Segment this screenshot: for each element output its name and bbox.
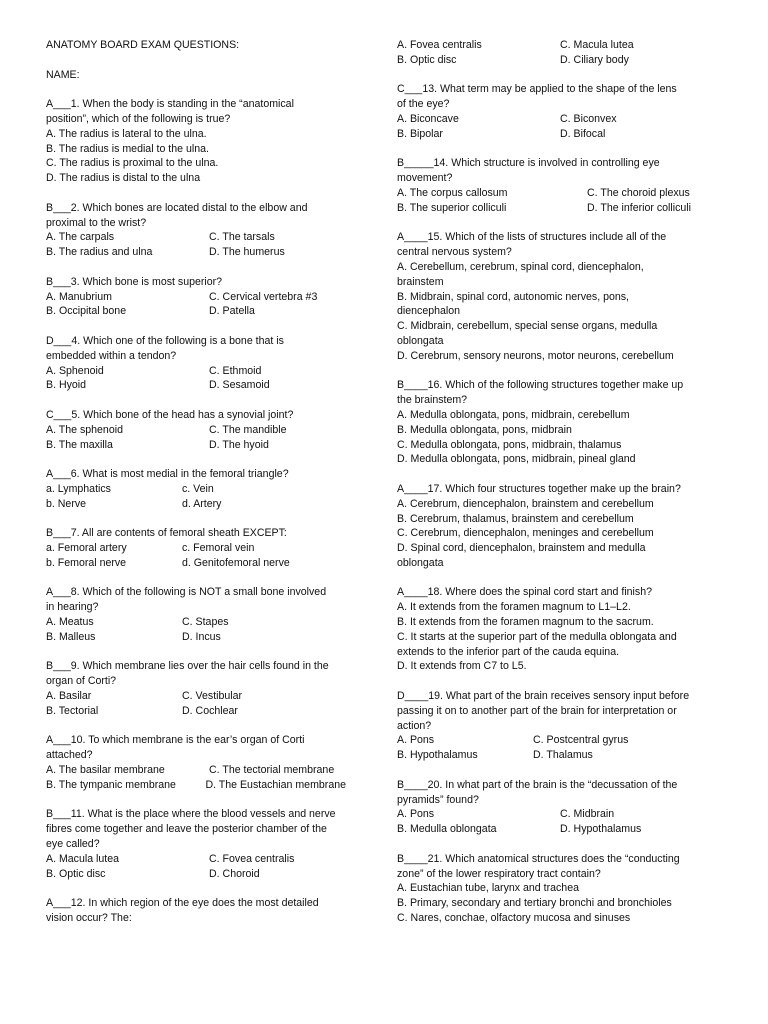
- answer-option: D. The radius is distal to the ulna: [46, 172, 201, 185]
- question-text: in hearing?: [46, 601, 99, 614]
- answer-option: d. Genitofemoral nerve: [182, 556, 290, 569]
- answer-option: A. Basilar: [46, 690, 92, 703]
- question-text: B___7. All are contents of femoral sheath EXCEPT:: [46, 527, 287, 540]
- answer-option: C. Fovea centralis: [209, 852, 295, 865]
- page-title: ANATOMY BOARD EXAM QUESTIONS:: [46, 39, 240, 51]
- answer-option: C. The mandible: [209, 423, 287, 436]
- answer-option: C. The radius is proximal to the ulna.: [46, 157, 219, 170]
- answer-option: c. Femoral vein: [182, 542, 255, 555]
- answer-option: A. Cerebellum, cerebrum, spinal cord, diencephalon,: [397, 260, 644, 273]
- answer-option: A. Sphenoid: [46, 364, 104, 377]
- answer-option: B. The tympanic membrane: [46, 778, 176, 791]
- answer-option: oblongata: [397, 334, 444, 347]
- question-16: [397, 378, 727, 467]
- question-text: A___12. In which region of the eye does the most detailed: [46, 897, 319, 910]
- question-2: [46, 201, 346, 260]
- question-text: embedded within a tendon?: [46, 349, 177, 362]
- answer-option: D. Hypothalamus: [560, 823, 642, 836]
- answer-option: D. Spinal cord, diencephalon, brainstem and medulla: [397, 542, 646, 555]
- answer-option: B. Optic disc: [46, 867, 106, 880]
- answer-option: D. The hyoid: [209, 438, 269, 451]
- answer-option: B. The maxilla: [46, 438, 113, 451]
- answer-option: C. Midbrain, cerebellum, special sense organs, medulla: [397, 320, 658, 333]
- question-text: C___13. What term may be applied to the shape of the lens: [397, 83, 677, 96]
- question-text: attached?: [46, 749, 93, 762]
- question-text: D____19. What part of the brain receives sensory input before: [397, 690, 690, 703]
- answer-option: C. Midbrain: [560, 808, 615, 821]
- answer-option: D. Thalamus: [533, 749, 593, 762]
- question-15: [397, 230, 727, 363]
- question-3: [46, 275, 346, 319]
- question-text: the brainstem?: [397, 394, 468, 407]
- answer-option: D. The inferior colliculi: [587, 201, 692, 214]
- question-14: [397, 156, 727, 215]
- answer-option: D. Medulla oblongata, pons, midbrain, pineal gland: [397, 453, 636, 466]
- question-text: A___1. When the body is standing in the “anatomical: [46, 98, 294, 111]
- question-text: action?: [397, 719, 432, 732]
- answer-option: C. Cervical vertebra #3: [209, 290, 318, 303]
- answer-option: B. It extends from the foramen magnum to the sacrum.: [397, 616, 654, 629]
- answer-option: B. Medulla oblongata: [397, 823, 497, 836]
- answer-option: A. The sphenoid: [46, 423, 123, 436]
- question-19: [397, 689, 727, 763]
- question-8: [46, 585, 346, 644]
- answer-option: B. Bipolar: [397, 127, 443, 140]
- answer-option: b. Femoral nerve: [46, 556, 127, 569]
- answer-option: oblongata: [397, 556, 444, 569]
- question-text: A___8. Which of the following is NOT a small bone involved: [46, 586, 327, 599]
- answer-option: B. Hypothalamus: [397, 749, 478, 762]
- question-20: [397, 778, 727, 837]
- answer-option: A. The corpus callosum: [397, 186, 508, 199]
- answer-option: B. Malleus: [46, 630, 96, 643]
- question-text: A___10. To which membrane is the ear’s organ of Corti: [46, 734, 305, 747]
- answer-option: A. The basilar membrane: [46, 764, 165, 777]
- answer-option: A. Pons: [397, 808, 435, 821]
- answer-option: C. Cerebrum, diencephalon, meninges and cerebellum: [397, 527, 654, 540]
- question-17: [397, 482, 727, 571]
- answer-option: C. Postcentral gyrus: [533, 734, 629, 747]
- answer-option: C. The tectorial membrane: [209, 764, 335, 777]
- answer-option: A. Eustachian tube, larynx and trachea: [397, 882, 579, 895]
- answer-option: B. The radius is medial to the ulna.: [46, 142, 209, 155]
- question-text: B___2. Which bones are located distal to the elbow and: [46, 201, 308, 214]
- answer-option: C. Stapes: [182, 616, 229, 629]
- answer-option: C. Macula lutea: [560, 39, 634, 51]
- question-text: fibres come together and leave the posterior chamber of the: [46, 823, 327, 836]
- question-text: of the eye?: [397, 98, 450, 111]
- question-text: A____17. Which four structures together make up the brain?: [397, 482, 681, 495]
- answer-option: D. The humerus: [209, 246, 285, 259]
- answer-option: A. Macula lutea: [46, 852, 120, 865]
- answer-option: D. Bifocal: [560, 127, 606, 140]
- answer-option: A. Pons: [397, 734, 435, 747]
- answer-option: D. Choroid: [209, 867, 260, 880]
- answer-option: B. Tectorial: [46, 704, 99, 717]
- answer-option: C. The choroid plexus: [587, 186, 690, 199]
- question-text: B____20. In what part of the brain is the “decussation of the: [397, 778, 678, 791]
- answer-option: B. Cerebrum, thalamus, brainstem and cerebellum: [397, 512, 634, 525]
- question-text: B___9. Which membrane lies over the hair cells found in the: [46, 660, 329, 673]
- question-12: [46, 896, 346, 926]
- question-text: passing it on to another part of the brain for interpretation or: [397, 704, 677, 717]
- answer-option: D. Ciliary body: [560, 53, 629, 66]
- answer-option: A. The carpals: [46, 231, 115, 244]
- answer-option: D. Patella: [209, 305, 255, 318]
- question-text: B____21. Which anatomical structures does the “conducting: [397, 852, 680, 865]
- answer-option: B. The radius and ulna: [46, 246, 153, 259]
- answer-option: B. Occipital bone: [46, 305, 127, 318]
- answer-option: A. Medulla oblongata, pons, midbrain, cerebellum: [397, 408, 630, 421]
- question-text: B___11. What is the place where the blood vessels and nerve: [46, 808, 336, 821]
- question-text: position”, which of the following is true?: [46, 112, 231, 125]
- right-column: [397, 38, 727, 926]
- question-text: vision occur? The:: [46, 912, 132, 925]
- left-column: [46, 38, 346, 926]
- answer-option: B. Hyoid: [46, 379, 87, 392]
- question-text: D___4. Which one of the following is a bone that is: [46, 334, 284, 347]
- answer-option: D. Cochlear: [182, 704, 238, 717]
- question-text: pyramids” found?: [397, 793, 479, 806]
- answer-option: b. Nerve: [46, 497, 87, 510]
- question-13: [397, 82, 727, 141]
- answer-option: A. It extends from the foramen magnum to L1–L2.: [397, 601, 631, 614]
- answer-option: C. It starts at the superior part of the medulla oblongata and: [397, 630, 677, 643]
- answer-option: A. The radius is lateral to the ulna.: [46, 127, 207, 140]
- question-10: [46, 733, 346, 792]
- answer-option: A. Biconcave: [397, 112, 459, 125]
- answer-option: diencephalon: [397, 305, 461, 318]
- question-text: A____18. Where does the spinal cord start and finish?: [397, 586, 652, 599]
- question-12-options: [397, 38, 727, 68]
- question-6: [46, 467, 346, 511]
- answer-option: D. It extends from C7 to L5.: [397, 660, 527, 673]
- question-21: [397, 852, 727, 926]
- question-4: [46, 334, 346, 393]
- answer-option: D. Incus: [182, 630, 221, 643]
- question-text: eye called?: [46, 838, 100, 851]
- answer-option: D. Cerebrum, sensory neurons, motor neurons, cerebellum: [397, 349, 674, 362]
- question-9: [46, 659, 346, 718]
- answer-option: C. The tarsals: [209, 231, 275, 244]
- answer-option: D. Sesamoid: [209, 379, 270, 392]
- answer-option: a. Femoral artery: [46, 542, 127, 555]
- question-text: zone” of the lower respiratory tract contain?: [397, 867, 601, 880]
- answer-option: C. Nares, conchae, olfactory mucosa and sinuses: [397, 912, 631, 925]
- question-text: central nervous system?: [397, 246, 512, 259]
- question-text: B_____14. Which structure is involved in controlling eye: [397, 157, 660, 170]
- answer-option: B. The superior colliculi: [397, 201, 507, 214]
- question-7: [46, 526, 346, 570]
- question-5: [46, 408, 346, 452]
- answer-option: A. Manubrium: [46, 290, 112, 303]
- answer-option: d. Artery: [182, 497, 222, 510]
- answer-option: B. Medulla oblongata, pons, midbrain: [397, 423, 572, 436]
- answer-option: C. Biconvex: [560, 112, 617, 125]
- answer-option: B. Optic disc: [397, 53, 457, 66]
- answer-option: c. Vein: [182, 482, 214, 495]
- question-text: movement?: [397, 172, 453, 185]
- answer-option: extends to the inferior part of the cauda equina.: [397, 645, 620, 658]
- question-11: [46, 807, 346, 881]
- answer-option: C. Vestibular: [182, 690, 243, 703]
- answer-option: A. Cerebrum, diencephalon, brainstem and cerebellum: [397, 497, 654, 510]
- answer-option: C. Medulla oblongata, pons, midbrain, thalamus: [397, 438, 622, 451]
- answer-option: B. Midbrain, spinal cord, autonomic nerves, pons,: [397, 290, 630, 303]
- question-text: C___5. Which bone of the head has a synovial joint?: [46, 408, 294, 421]
- answer-option: A. Meatus: [46, 616, 94, 629]
- question-1: [46, 97, 346, 186]
- answer-option: C. Ethmoid: [209, 364, 262, 377]
- question-text: B___3. Which bone is most superior?: [46, 275, 223, 288]
- answer-option: A. Fovea centralis: [397, 39, 482, 51]
- question-text: proximal to the wrist?: [46, 216, 147, 229]
- question-text: B____16. Which of the following structures together make up: [397, 379, 684, 392]
- question-text: organ of Corti?: [46, 675, 117, 688]
- answer-option: a. Lymphatics: [46, 482, 111, 495]
- answer-option: B. Primary, secondary and tertiary bronchi and bronchioles: [397, 897, 672, 910]
- answer-option: D. The Eustachian membrane: [205, 778, 346, 791]
- question-text: A____15. Which of the lists of structures include all of the: [397, 231, 667, 244]
- question-18: [397, 585, 727, 674]
- question-text: A___6. What is most medial in the femoral triangle?: [46, 468, 289, 481]
- name-label: NAME:: [46, 68, 80, 81]
- answer-option: brainstem: [397, 275, 444, 288]
